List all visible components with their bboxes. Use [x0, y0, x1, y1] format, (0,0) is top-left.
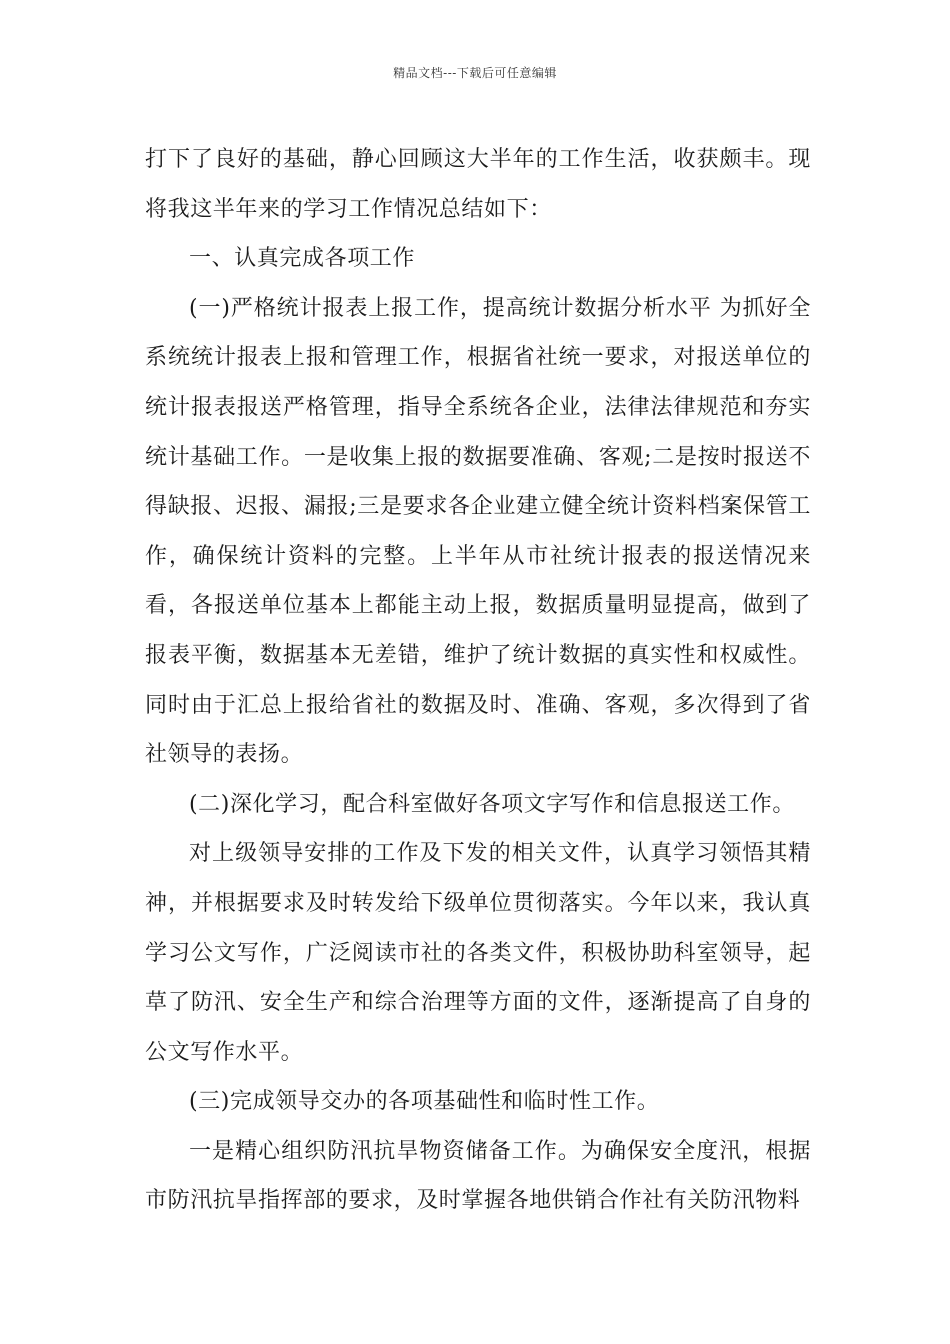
- paragraph-document-writing: 对上级领导安排的工作及下发的相关文件，认真学习领悟其精神，并根据要求及时转发给下级单位贯彻落实。今年以来，我认真学习公文写作，广泛阅读市社的各类文件，积极协助科室领导，起草了防汛、安全生产和综合治理等方面的文件，逐渐提高了自身的公文写作水平。: [145, 841, 811, 1065]
- document-body: [145, 135, 811, 1226]
- page-header: 精品文档---下载后可任意编辑: [393, 66, 557, 80]
- paragraph-flood-control: 一是精心组织防汛抗旱物资储备工作。为确保安全度汛，根据市防汛抗旱指挥部的要求，及时掌握各地供销合作社有关防汛物料: [145, 1138, 811, 1214]
- subheading-assigned-tasks: (三)完成领导交办的各项基础性和临时性工作。: [189, 1089, 660, 1115]
- subheading-deepen-learning: (二)深化学习，配合科室做好各项文字写作和信息报送工作。: [189, 791, 795, 817]
- section-heading-1: 一、认真完成各项工作: [189, 246, 416, 272]
- paragraph-intro-continuation: 打下了良好的基础，静心回顾这大半年的工作生活，收获颇丰。现将我这半年来的学习工作情况总结如下：: [145, 147, 811, 222]
- paragraph-statistics-reporting: (一)严格统计报表上报工作，提高统计数据分析水平 为抓好全系统统计报表上报和管理工作，根据省社统一要求，对报送单位的统计报表报送严格管理，指导全系统各企业，法律法律规范和夯实统计基础工作。一是收集上报的数据要准确、客观;二是按时报送不得缺报、迟报、漏报;三是要求各企业建立健全统计资料档案保管工作，确保统计资料的完整。上半年从市社统计报表的报送情况来看，各报送单位基本上都能主动上报，数据质量明显提高，做到了报表平衡，数据基本无差错，维护了统计数据的真实性和权威性。同时由于汇总上报给省社的数据及时、准确、客观，多次得到了省社领导的表扬。: [145, 295, 811, 768]
